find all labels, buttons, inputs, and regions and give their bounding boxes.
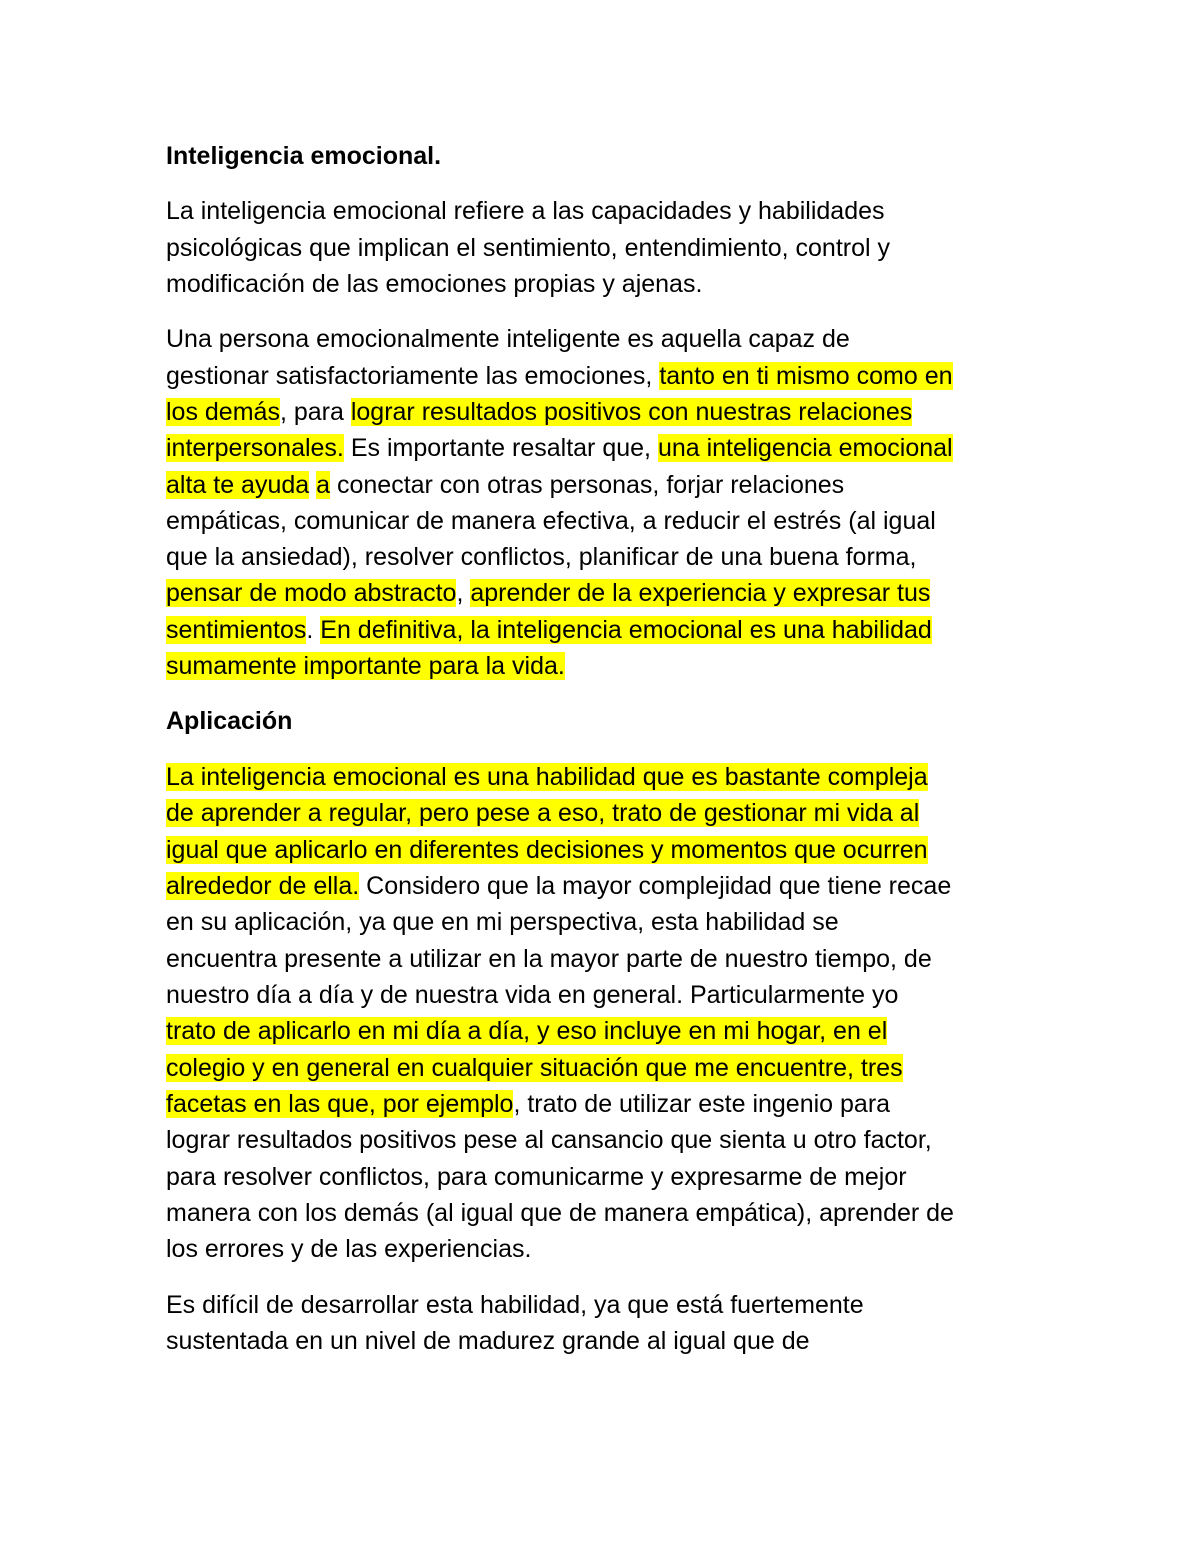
paragraph-line: [166, 904, 839, 940]
heading-aplicacion: [166, 703, 292, 739]
highlighted-text: trato de aplicarlo en mi día a día, y eso incluye en mi hogar, en el: [166, 1017, 888, 1045]
text-segment: , trato de utilizar este ingenio para: [513, 1090, 891, 1118]
text-segment: Una persona emocionalmente inteligente es aquella capaz de: [166, 325, 850, 353]
highlighted-text: aprender de la experiencia y expresar tus: [470, 579, 931, 607]
paragraph-line: [166, 321, 850, 357]
heading-inteligencia-emocional: [166, 138, 441, 174]
highlighted-text: La inteligencia emocional es una habilidad que es bastante compleja: [166, 763, 928, 791]
paragraph-line: [166, 977, 898, 1013]
text-segment: .: [306, 616, 321, 644]
text-segment: Es importante resaltar que,: [343, 434, 658, 462]
paragraph-line: [166, 1086, 890, 1122]
paragraph-line: [166, 430, 953, 466]
highlighted-text: alrededor de ella.: [166, 872, 360, 900]
highlighted-text: sumamente importante para la vida.: [166, 652, 565, 680]
paragraph-line: [166, 358, 953, 394]
text-segment: conectar con otras personas, forjar relaciones: [330, 471, 845, 499]
paragraph-line: [166, 795, 919, 831]
paragraph-line: [166, 612, 932, 648]
paragraph-line: [166, 1231, 531, 1267]
paragraph-line: [166, 394, 912, 430]
paragraph-line: [166, 575, 930, 611]
text-segment: Aplicación: [166, 707, 293, 735]
paragraph-line: [166, 648, 565, 684]
text-segment: manera con los demás (al igual que de manera empática), aprender de: [166, 1199, 954, 1227]
text-segment: Considero que la mayor complejidad que tiene recae: [359, 872, 952, 900]
highlighted-text: En definitiva, la inteligencia emocional es una habilidad: [320, 616, 932, 644]
paragraph-line: [166, 1287, 864, 1323]
paragraph-line: [166, 1323, 810, 1359]
text-segment: psicológicas que implican el sentimiento, entendimiento, control y: [166, 234, 890, 262]
paragraph-line: [166, 503, 936, 539]
highlighted-text: una inteligencia emocional: [657, 434, 953, 462]
text-segment: , para: [279, 398, 351, 426]
text-segment: modificación de las emociones propias y ajenas.: [166, 270, 703, 298]
text-segment: para resolver conflictos, para comunicarme y expresarme de mejor: [166, 1163, 907, 1191]
paragraph-line: [166, 1159, 907, 1195]
highlighted-text: a: [316, 471, 331, 499]
paragraph-line: [166, 832, 928, 868]
highlighted-text: pensar de modo abstracto: [166, 579, 457, 607]
text-segment: encuentra presente a utilizar en la mayor parte de nuestro tiempo, de: [166, 945, 932, 973]
paragraph-line: [166, 230, 890, 266]
text-segment: gestionar satisfactoriamente las emociones,: [166, 362, 660, 390]
paragraph-line: [166, 941, 932, 977]
highlighted-text: igual que aplicarlo en diferentes decisiones y momentos que ocurren: [166, 836, 928, 864]
paragraph-line: [166, 539, 916, 575]
highlighted-text: alta te ayuda: [166, 471, 310, 499]
highlighted-text: interpersonales.: [166, 434, 344, 462]
text-segment: Inteligencia emocional.: [166, 142, 442, 170]
paragraph-line: [166, 193, 885, 229]
highlighted-text: los demás: [166, 398, 280, 426]
text-segment: nuestro día a día y de nuestra vida en general. Particularmente yo: [166, 981, 899, 1009]
text-segment: los errores y de las experiencias.: [166, 1235, 532, 1263]
text-segment: ,: [456, 579, 471, 607]
text-segment: lograr resultados positivos pese al cansancio que sienta u otro factor,: [166, 1126, 932, 1154]
paragraph-line: [166, 1122, 932, 1158]
paragraph-line: [166, 868, 951, 904]
paragraph-line: [166, 1013, 887, 1049]
text-segment: en su aplicación, ya que en mi perspectiva, esta habilidad se: [166, 908, 839, 936]
highlighted-text: de aprender a regular, pero pese a eso, trato de gestionar mi vida al: [166, 799, 920, 827]
text-segment: empáticas, comunicar de manera efectiva, a reducir el estrés (al igual: [166, 507, 936, 535]
highlighted-text: colegio y en general en cualquier situación que me encuentre, tres: [166, 1054, 903, 1082]
highlighted-text: tanto en ti mismo como en: [659, 362, 953, 390]
paragraph-line: [166, 759, 928, 795]
highlighted-text: facetas en las que, por ejemplo: [166, 1090, 514, 1118]
paragraph-line: [166, 266, 702, 302]
paragraph-line: [166, 1195, 954, 1231]
text-segment: La inteligencia emocional refiere a las capacidades y habilidades: [166, 197, 885, 225]
text-segment: sustentada en un nivel de madurez grande al igual que de: [166, 1327, 810, 1355]
paragraph-line: [166, 1050, 903, 1086]
highlighted-text: sentimientos: [166, 616, 307, 644]
highlighted-text: lograr resultados positivos con nuestras relaciones: [350, 398, 913, 426]
paragraph-line: [166, 467, 844, 503]
text-segment: que la ansiedad), resolver conflictos, planificar de una buena forma,: [166, 543, 917, 571]
text-segment: Es difícil de desarrollar esta habilidad, ya que está fuertemente: [166, 1291, 864, 1319]
